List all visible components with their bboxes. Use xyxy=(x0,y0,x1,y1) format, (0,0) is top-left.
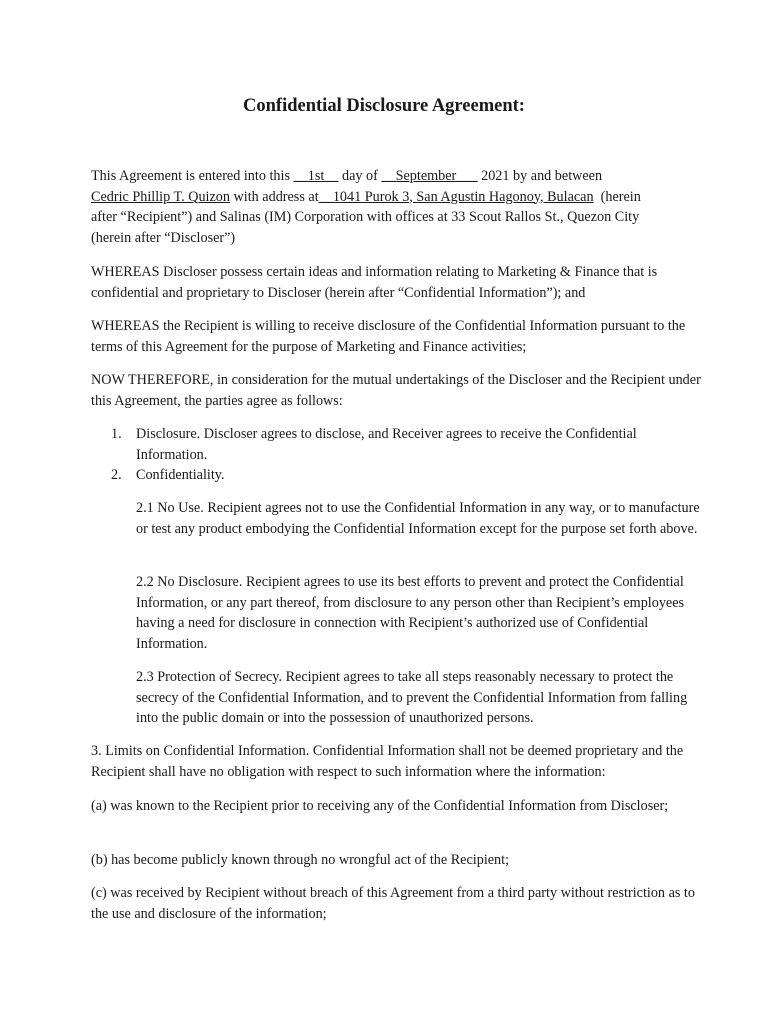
limits-paragraph: 3. Limits on Confidential Information. Confidential Information shall not be deemed proprietary and the Recipient shall have no obligation with respect to such information where the information: xyxy=(91,743,684,780)
list-number: 2. xyxy=(111,467,122,483)
agreement-month: __September___ xyxy=(381,168,478,184)
exception-a: (a) was known to the Recipient prior to receiving any of the Confidential Information from Discloser; xyxy=(91,798,669,814)
agreement-day: __1st__ xyxy=(293,168,339,184)
intro-line-3: after “Recipient”) and Salinas (IM) Corporation with offices at 33 Scout Rallos St., Quezon City xyxy=(91,209,640,226)
intro-line-2 xyxy=(91,187,701,208)
intro-text: (herein xyxy=(593,188,641,205)
whereas-paragraph-2: WHEREAS the Recipient is willing to receive disclosure of the Confidential Information pursuant to the terms of this Agreement for the purpose of Marketing and Finance activities; xyxy=(91,318,686,355)
document-title: Confidential Disclosure Agreement: xyxy=(243,96,525,116)
exception-c: (c) was received by Recipient without breach of this Agreement from a third party without restriction as to the use and disclosure of the information; xyxy=(91,885,695,922)
recipient-address: __1041 Purok 3, San Agustin Hagonoy, Bulacan xyxy=(318,188,594,205)
clause-2-2-no-disclosure: 2.2 No Disclosure. Recipient agrees to use its best efforts to prevent and protect the Confidential Information, or any part thereof, from disclosure to any person other than Recipient’s employees having a need for disclosure in connection with Recipient’s authorized use of Confidential Information. xyxy=(136,574,685,652)
intro-text: day of xyxy=(338,168,382,184)
clause-2-3-protection-of-secrecy: 2.3 Protection of Secrecy. Recipient agrees to take all steps reasonably necessary to protect the secrecy of the Confidential Information, and to prevent the Confidential Information from falling into the public domain or into the possession of unauthorized persons. xyxy=(136,669,688,727)
recipient-name: Cedric Phillip T. Quizon xyxy=(91,188,230,205)
list-item-confidentiality xyxy=(111,465,701,486)
intro-line-4: (herein after “Discloser”) xyxy=(91,229,236,246)
intro-line-1 xyxy=(91,166,701,187)
intro-text: with address at xyxy=(229,188,319,205)
whereas-paragraph-1: WHEREAS Discloser possess certain ideas and information relating to Marketing & Finance that is confidential and proprietary to Discloser (herein after “Confidential Information”); and xyxy=(91,264,658,301)
exception-b: (b) has become publicly known through no wrongful act of the Recipient; xyxy=(91,852,510,868)
list-text: Disclosure. Discloser agrees to disclose, and Receiver agrees to receive the Confidential Information. xyxy=(136,426,637,463)
now-therefore-paragraph: NOW THEREFORE, in consideration for the mutual undertakings of the Discloser and the Recipient under this Agreement, the parties agree as follows: xyxy=(91,372,701,409)
intro-paragraph xyxy=(91,166,701,248)
list-number: 1. xyxy=(111,426,122,442)
list-item-disclosure xyxy=(111,424,701,465)
intro-text: This Agreement is entered into this xyxy=(91,168,294,184)
clause-2-1-no-use: 2.1 No Use. Recipient agrees not to use the Confidential Information in any way, or to manufacture or test any product embodying the Confidential Information except for the purpose set forth above. xyxy=(136,500,700,537)
intro-text: 2021 by and between xyxy=(477,168,603,184)
list-text: Confidentiality. xyxy=(136,467,225,483)
